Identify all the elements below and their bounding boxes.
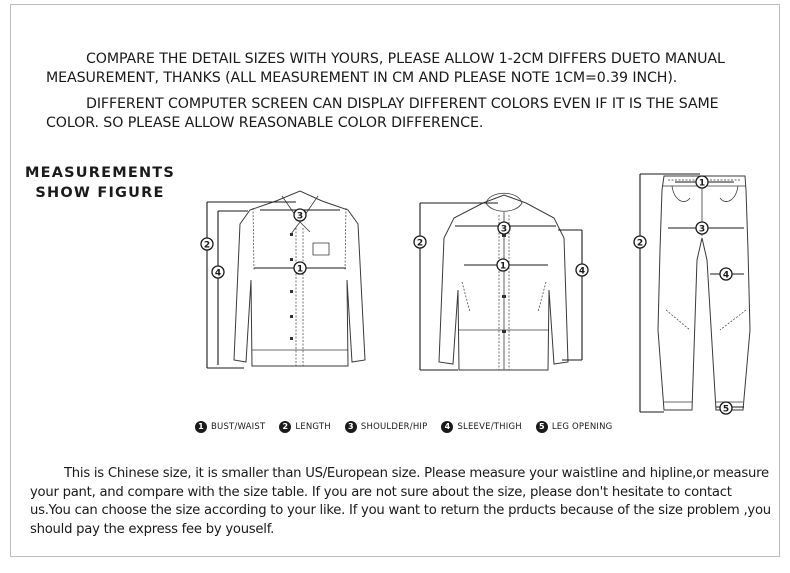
size-note-text: This is Chinese size, it is smaller than US/European size. Please measure your waistline and hipline,or measure your pant, and compare with the size table. If you are not sure about the size, please don't hesitate to contact us.You can choose the size according to your like. If you want to return the prducts because of the size problem ,you should pay the express fee by youself. <box>30 466 771 537</box>
shirt-marker-3 <box>294 209 306 222</box>
svg-text:2: 2 <box>416 238 424 249</box>
measurement-notice-text: COMPARE THE DETAIL SIZES WITH YOURS, PLEASE ALLOW 1-2CM DIFFERS DUETO MANUAL MEASUREMENT, THANKS (ALL MEASUREMENT IN CM AND PLEASE NOTE 1CM=0.39 INCH). <box>46 51 725 86</box>
pants-marker-5 <box>720 402 732 415</box>
svg-text:2: 2 <box>203 240 211 251</box>
heading-line-2: SHOW FIGURE <box>35 185 165 201</box>
pants-marker-1 <box>696 176 708 189</box>
svg-text:2: 2 <box>636 238 644 249</box>
legend-label: LEG OPENING <box>551 422 613 432</box>
legend-item-shoulder-hip <box>345 421 428 433</box>
pants-marker-2 <box>634 236 646 249</box>
legend-number: 2 <box>279 421 291 433</box>
heading-line-1: MEASUREMENTS <box>24 165 176 181</box>
legend-item-bust-waist <box>195 421 265 433</box>
legend-label: BUST/WAIST <box>211 422 266 432</box>
legend-label: SLEEVE/THIGH <box>457 422 522 432</box>
legend-number: 4 <box>441 421 453 433</box>
legend-label: SHOULDER/HIP <box>360 422 428 432</box>
svg-text:3: 3 <box>698 224 706 235</box>
shirt-marker-4 <box>212 266 224 279</box>
svg-text:5: 5 <box>722 404 730 415</box>
color-notice-text: DIFFERENT COMPUTER SCREEN CAN DISPLAY DIFFERENT COLORS EVEN IF IT IS THE SAME COLOR. SO PLEASE ALLOW REASONABLE COLOR DIFFERENCE. <box>46 96 719 131</box>
jacket-marker-4 <box>576 264 588 277</box>
legend-number: 1 <box>195 421 207 433</box>
svg-text:4: 4 <box>722 270 730 281</box>
pants-marker-3 <box>696 222 708 235</box>
svg-text:4: 4 <box>214 268 222 279</box>
shirt-figure <box>201 191 365 368</box>
legend-item-leg-opening <box>536 421 613 433</box>
jacket-figure <box>414 193 588 370</box>
measurement-legend <box>195 419 626 435</box>
jacket-marker-3 <box>498 222 510 235</box>
legend-number: 3 <box>345 421 357 433</box>
svg-text:3: 3 <box>296 211 304 222</box>
legend-label: LENGTH <box>295 422 331 432</box>
shirt-marker-2 <box>201 238 213 251</box>
svg-text:1: 1 <box>296 264 304 275</box>
svg-text:4: 4 <box>578 266 586 277</box>
svg-text:3: 3 <box>500 224 508 235</box>
pants-marker-4 <box>720 268 732 281</box>
svg-text:1: 1 <box>698 178 706 189</box>
size-note <box>30 465 775 539</box>
shirt-marker-1 <box>294 262 306 275</box>
legend-number: 5 <box>536 421 548 433</box>
jacket-marker-1 <box>497 259 509 272</box>
legend-item-sleeve-thigh <box>441 421 521 433</box>
svg-text:1: 1 <box>499 261 507 272</box>
jacket-marker-2 <box>414 236 426 249</box>
legend-item-length <box>279 421 331 433</box>
pants-figure <box>634 174 750 415</box>
